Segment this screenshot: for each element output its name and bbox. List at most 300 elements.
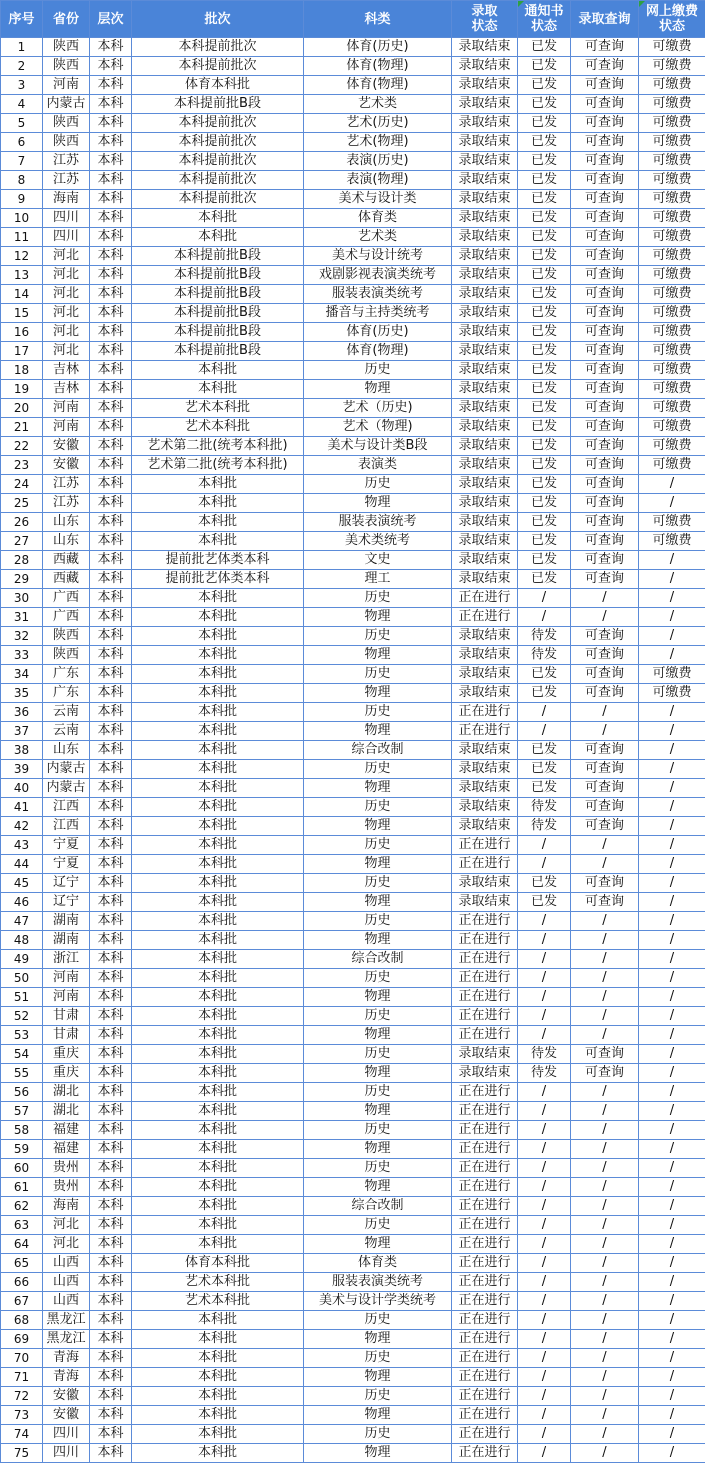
cell-payment-status: / bbox=[639, 1197, 705, 1216]
cell-level: 本科 bbox=[90, 1254, 132, 1273]
cell-no: 18 bbox=[1, 361, 43, 380]
cell-notice-status: 已发 bbox=[518, 266, 571, 285]
cell-query: / bbox=[571, 1083, 639, 1102]
table-row bbox=[1, 551, 705, 570]
cell-batch: 本科批 bbox=[132, 1159, 304, 1178]
cell-no: 55 bbox=[1, 1064, 43, 1083]
cell-payment-status: 可缴费 bbox=[639, 684, 705, 703]
header-batch bbox=[132, 1, 304, 38]
cell-level: 本科 bbox=[90, 608, 132, 627]
cell-level: 本科 bbox=[90, 1102, 132, 1121]
cell-payment-status: / bbox=[639, 1045, 705, 1064]
cell-subject: 物理 bbox=[304, 779, 452, 798]
cell-no: 63 bbox=[1, 1216, 43, 1235]
cell-payment-status: / bbox=[639, 874, 705, 893]
cell-payment-status: / bbox=[639, 608, 705, 627]
cell-admission-status: 录取结束 bbox=[452, 741, 518, 760]
cell-subject: 历史 bbox=[304, 1083, 452, 1102]
cell-query: 可查询 bbox=[571, 171, 639, 190]
table-row bbox=[1, 931, 705, 950]
cell-province: 湖南 bbox=[43, 912, 90, 931]
cell-batch: 本科批 bbox=[132, 893, 304, 912]
cell-no: 32 bbox=[1, 627, 43, 646]
cell-query: / bbox=[571, 1235, 639, 1254]
cell-query: 可查询 bbox=[571, 494, 639, 513]
cell-province: 安徽 bbox=[43, 1406, 90, 1425]
cell-notice-status: / bbox=[518, 703, 571, 722]
cell-notice-status: / bbox=[518, 1368, 571, 1387]
cell-no: 3 bbox=[1, 76, 43, 95]
cell-payment-status: / bbox=[639, 1026, 705, 1045]
cell-province: 河南 bbox=[43, 418, 90, 437]
table-row bbox=[1, 722, 705, 741]
cell-notice-status: 已发 bbox=[518, 665, 571, 684]
cell-admission-status: 正在进行 bbox=[452, 608, 518, 627]
cell-notice-status: / bbox=[518, 1026, 571, 1045]
cell-batch: 本科批 bbox=[132, 1197, 304, 1216]
cell-notice-status: / bbox=[518, 1140, 571, 1159]
cell-level: 本科 bbox=[90, 1273, 132, 1292]
header-label: 录取 状态 bbox=[471, 4, 498, 34]
cell-payment-status: 可缴费 bbox=[639, 399, 705, 418]
cell-province: 陕西 bbox=[43, 57, 90, 76]
cell-level: 本科 bbox=[90, 228, 132, 247]
cell-admission-status: 正在进行 bbox=[452, 969, 518, 988]
header-subject bbox=[304, 1, 452, 38]
cell-query: / bbox=[571, 1121, 639, 1140]
cell-notice-status: 待发 bbox=[518, 798, 571, 817]
cell-no: 19 bbox=[1, 380, 43, 399]
cell-province: 吉林 bbox=[43, 361, 90, 380]
cell-query: 可查询 bbox=[571, 798, 639, 817]
cell-subject: 历史 bbox=[304, 1425, 452, 1444]
cell-subject: 艺术（历史) bbox=[304, 399, 452, 418]
table-row bbox=[1, 741, 705, 760]
cell-query: 可查询 bbox=[571, 266, 639, 285]
table-row bbox=[1, 798, 705, 817]
cell-subject: 体育(历史) bbox=[304, 38, 452, 57]
table-row bbox=[1, 380, 705, 399]
cell-level: 本科 bbox=[90, 874, 132, 893]
cell-notice-status: 已发 bbox=[518, 114, 571, 133]
cell-level: 本科 bbox=[90, 171, 132, 190]
cell-no: 42 bbox=[1, 817, 43, 836]
cell-province: 广东 bbox=[43, 684, 90, 703]
cell-notice-status: 待发 bbox=[518, 817, 571, 836]
cell-batch: 本科提前批B段 bbox=[132, 266, 304, 285]
cell-admission-status: 录取结束 bbox=[452, 646, 518, 665]
cell-admission-status: 录取结束 bbox=[452, 76, 518, 95]
cell-admission-status: 正在进行 bbox=[452, 1235, 518, 1254]
cell-level: 本科 bbox=[90, 1026, 132, 1045]
header-label: 录取查询 bbox=[578, 11, 631, 27]
cell-payment-status: / bbox=[639, 1235, 705, 1254]
cell-notice-status: / bbox=[518, 1159, 571, 1178]
cell-batch: 本科批 bbox=[132, 646, 304, 665]
cell-no: 43 bbox=[1, 836, 43, 855]
cell-admission-status: 录取结束 bbox=[452, 798, 518, 817]
table-body bbox=[1, 38, 705, 1463]
cell-level: 本科 bbox=[90, 1444, 132, 1463]
header-label: 批次 bbox=[204, 11, 231, 27]
cell-subject: 物理 bbox=[304, 931, 452, 950]
cell-notice-status: 已发 bbox=[518, 684, 571, 703]
cell-notice-status: / bbox=[518, 950, 571, 969]
cell-province: 海南 bbox=[43, 190, 90, 209]
cell-notice-status: / bbox=[518, 855, 571, 874]
cell-subject: 物理 bbox=[304, 684, 452, 703]
header-no bbox=[1, 1, 43, 38]
cell-query: 可查询 bbox=[571, 874, 639, 893]
cell-payment-status: 可缴费 bbox=[639, 228, 705, 247]
cell-batch: 本科提前批次 bbox=[132, 190, 304, 209]
cell-batch: 本科批 bbox=[132, 1121, 304, 1140]
cell-query: / bbox=[571, 931, 639, 950]
cell-batch: 本科批 bbox=[132, 627, 304, 646]
cell-admission-status: 录取结束 bbox=[452, 760, 518, 779]
cell-batch: 本科批 bbox=[132, 361, 304, 380]
table-row bbox=[1, 76, 705, 95]
cell-level: 本科 bbox=[90, 950, 132, 969]
cell-level: 本科 bbox=[90, 342, 132, 361]
cell-province: 江苏 bbox=[43, 152, 90, 171]
cell-batch: 本科批 bbox=[132, 475, 304, 494]
cell-batch: 艺术第二批(统考本科批) bbox=[132, 456, 304, 475]
cell-subject: 综合改制 bbox=[304, 1197, 452, 1216]
cell-batch: 本科批 bbox=[132, 855, 304, 874]
cell-province: 宁夏 bbox=[43, 855, 90, 874]
table-row bbox=[1, 1178, 705, 1197]
cell-no: 48 bbox=[1, 931, 43, 950]
cell-payment-status: 可缴费 bbox=[639, 190, 705, 209]
cell-batch: 本科批 bbox=[132, 380, 304, 399]
cell-subject: 物理 bbox=[304, 1026, 452, 1045]
cell-query: 可查询 bbox=[571, 665, 639, 684]
cell-notice-status: 已发 bbox=[518, 380, 571, 399]
cell-batch: 艺术第二批(统考本科批) bbox=[132, 437, 304, 456]
cell-batch: 本科批 bbox=[132, 1330, 304, 1349]
cell-notice-status: / bbox=[518, 931, 571, 950]
cell-batch: 本科批 bbox=[132, 703, 304, 722]
cell-batch: 艺术本科批 bbox=[132, 399, 304, 418]
cell-no: 5 bbox=[1, 114, 43, 133]
cell-batch: 提前批艺体类本科 bbox=[132, 570, 304, 589]
cell-notice-status: 已发 bbox=[518, 133, 571, 152]
cell-province: 四川 bbox=[43, 209, 90, 228]
cell-notice-status: / bbox=[518, 1330, 571, 1349]
cell-province: 四川 bbox=[43, 228, 90, 247]
table-row bbox=[1, 684, 705, 703]
cell-level: 本科 bbox=[90, 247, 132, 266]
table-row bbox=[1, 1026, 705, 1045]
cell-no: 56 bbox=[1, 1083, 43, 1102]
cell-level: 本科 bbox=[90, 285, 132, 304]
cell-admission-status: 正在进行 bbox=[452, 1121, 518, 1140]
cell-level: 本科 bbox=[90, 1178, 132, 1197]
cell-query: 可查询 bbox=[571, 741, 639, 760]
table-row bbox=[1, 190, 705, 209]
table-row bbox=[1, 475, 705, 494]
cell-notice-status: 已发 bbox=[518, 285, 571, 304]
cell-admission-status: 正在进行 bbox=[452, 950, 518, 969]
cell-admission-status: 录取结束 bbox=[452, 57, 518, 76]
cell-batch: 本科批 bbox=[132, 1007, 304, 1026]
table-row bbox=[1, 893, 705, 912]
cell-notice-status: 已发 bbox=[518, 399, 571, 418]
cell-query: 可查询 bbox=[571, 513, 639, 532]
cell-province: 河北 bbox=[43, 1235, 90, 1254]
cell-subject: 艺术(历史) bbox=[304, 114, 452, 133]
cell-batch: 本科批 bbox=[132, 817, 304, 836]
cell-batch: 本科批 bbox=[132, 988, 304, 1007]
cell-batch: 本科批 bbox=[132, 608, 304, 627]
cell-batch: 本科批 bbox=[132, 684, 304, 703]
cell-notice-status: / bbox=[518, 1273, 571, 1292]
cell-admission-status: 录取结束 bbox=[452, 38, 518, 57]
cell-no: 51 bbox=[1, 988, 43, 1007]
cell-subject: 物理 bbox=[304, 893, 452, 912]
cell-notice-status: 已发 bbox=[518, 418, 571, 437]
cell-subject: 历史 bbox=[304, 627, 452, 646]
cell-payment-status: / bbox=[639, 969, 705, 988]
cell-admission-status: 正在进行 bbox=[452, 855, 518, 874]
cell-level: 本科 bbox=[90, 817, 132, 836]
cell-no: 65 bbox=[1, 1254, 43, 1273]
cell-notice-status: 已发 bbox=[518, 323, 571, 342]
cell-query: 可查询 bbox=[571, 342, 639, 361]
table-row bbox=[1, 361, 705, 380]
table-row bbox=[1, 114, 705, 133]
table-row bbox=[1, 1045, 705, 1064]
table-row bbox=[1, 38, 705, 57]
cell-subject: 体育(物理) bbox=[304, 76, 452, 95]
cell-no: 7 bbox=[1, 152, 43, 171]
cell-notice-status: / bbox=[518, 1121, 571, 1140]
cell-province: 湖北 bbox=[43, 1102, 90, 1121]
table-row bbox=[1, 1330, 705, 1349]
cell-subject: 体育(物理) bbox=[304, 57, 452, 76]
cell-payment-status: 可缴费 bbox=[639, 323, 705, 342]
cell-no: 49 bbox=[1, 950, 43, 969]
header-province bbox=[43, 1, 90, 38]
cell-admission-status: 正在进行 bbox=[452, 1026, 518, 1045]
cell-subject: 物理 bbox=[304, 722, 452, 741]
cell-payment-status: / bbox=[639, 855, 705, 874]
cell-subject: 历史 bbox=[304, 836, 452, 855]
table-row bbox=[1, 988, 705, 1007]
cell-subject: 历史 bbox=[304, 1216, 452, 1235]
cell-notice-status: / bbox=[518, 1387, 571, 1406]
cell-subject: 物理 bbox=[304, 380, 452, 399]
cell-batch: 本科批 bbox=[132, 1064, 304, 1083]
cell-no: 75 bbox=[1, 1444, 43, 1463]
cell-batch: 本科批 bbox=[132, 209, 304, 228]
cell-no: 23 bbox=[1, 456, 43, 475]
cell-batch: 本科批 bbox=[132, 1235, 304, 1254]
cell-subject: 历史 bbox=[304, 703, 452, 722]
cell-admission-status: 正在进行 bbox=[452, 1254, 518, 1273]
header-label: 层次 bbox=[97, 11, 124, 27]
cell-notice-status: 已发 bbox=[518, 228, 571, 247]
cell-no: 47 bbox=[1, 912, 43, 931]
cell-level: 本科 bbox=[90, 703, 132, 722]
table-row bbox=[1, 1292, 705, 1311]
table-row bbox=[1, 1349, 705, 1368]
cell-no: 31 bbox=[1, 608, 43, 627]
cell-notice-status: 已发 bbox=[518, 893, 571, 912]
table-row bbox=[1, 437, 705, 456]
header-payment-status bbox=[639, 1, 705, 38]
cell-payment-status: 可缴费 bbox=[639, 95, 705, 114]
cell-admission-status: 录取结束 bbox=[452, 893, 518, 912]
cell-payment-status: 可缴费 bbox=[639, 304, 705, 323]
cell-province: 河北 bbox=[43, 323, 90, 342]
cell-no: 69 bbox=[1, 1330, 43, 1349]
table-row bbox=[1, 418, 705, 437]
cell-province: 山西 bbox=[43, 1254, 90, 1273]
cell-payment-status: / bbox=[639, 1064, 705, 1083]
cell-notice-status: 已发 bbox=[518, 152, 571, 171]
cell-no: 39 bbox=[1, 760, 43, 779]
cell-no: 68 bbox=[1, 1311, 43, 1330]
cell-notice-status: 待发 bbox=[518, 646, 571, 665]
cell-subject: 历史 bbox=[304, 589, 452, 608]
cell-query: / bbox=[571, 608, 639, 627]
cell-level: 本科 bbox=[90, 570, 132, 589]
cell-payment-status: / bbox=[639, 988, 705, 1007]
cell-admission-status: 正在进行 bbox=[452, 1216, 518, 1235]
cell-province: 江西 bbox=[43, 798, 90, 817]
cell-level: 本科 bbox=[90, 475, 132, 494]
cell-query: 可查询 bbox=[571, 418, 639, 437]
cell-notice-status: 已发 bbox=[518, 76, 571, 95]
cell-subject: 物理 bbox=[304, 1140, 452, 1159]
cell-subject: 历史 bbox=[304, 798, 452, 817]
cell-no: 36 bbox=[1, 703, 43, 722]
cell-payment-status: / bbox=[639, 1254, 705, 1273]
table-row bbox=[1, 779, 705, 798]
table-row bbox=[1, 1064, 705, 1083]
cell-batch: 本科批 bbox=[132, 1102, 304, 1121]
cell-batch: 本科提前批次 bbox=[132, 38, 304, 57]
cell-notice-status: / bbox=[518, 1178, 571, 1197]
cell-no: 10 bbox=[1, 209, 43, 228]
cell-payment-status: / bbox=[639, 836, 705, 855]
table-row bbox=[1, 171, 705, 190]
cell-subject: 艺术类 bbox=[304, 95, 452, 114]
cell-level: 本科 bbox=[90, 494, 132, 513]
cell-level: 本科 bbox=[90, 114, 132, 133]
table-row bbox=[1, 323, 705, 342]
cell-notice-status: 已发 bbox=[518, 513, 571, 532]
cell-query: 可查询 bbox=[571, 1064, 639, 1083]
table-row bbox=[1, 266, 705, 285]
cell-query: / bbox=[571, 1444, 639, 1463]
cell-no: 52 bbox=[1, 1007, 43, 1026]
cell-province: 贵州 bbox=[43, 1159, 90, 1178]
cell-level: 本科 bbox=[90, 456, 132, 475]
cell-admission-status: 正在进行 bbox=[452, 1292, 518, 1311]
cell-payment-status: / bbox=[639, 1121, 705, 1140]
cell-payment-status: 可缴费 bbox=[639, 380, 705, 399]
cell-query: 可查询 bbox=[571, 684, 639, 703]
cell-level: 本科 bbox=[90, 380, 132, 399]
cell-subject: 戏剧影视表演类统考 bbox=[304, 266, 452, 285]
cell-query: / bbox=[571, 1007, 639, 1026]
cell-province: 福建 bbox=[43, 1121, 90, 1140]
header-query bbox=[571, 1, 639, 38]
cell-no: 44 bbox=[1, 855, 43, 874]
cell-admission-status: 正在进行 bbox=[452, 1406, 518, 1425]
cell-province: 河北 bbox=[43, 247, 90, 266]
cell-province: 广东 bbox=[43, 665, 90, 684]
cell-notice-status: / bbox=[518, 1007, 571, 1026]
cell-admission-status: 正在进行 bbox=[452, 703, 518, 722]
cell-payment-status: / bbox=[639, 589, 705, 608]
cell-subject: 物理 bbox=[304, 608, 452, 627]
cell-no: 37 bbox=[1, 722, 43, 741]
cell-payment-status: / bbox=[639, 1292, 705, 1311]
cell-notice-status: / bbox=[518, 1102, 571, 1121]
cell-batch: 本科批 bbox=[132, 874, 304, 893]
cell-notice-status: 已发 bbox=[518, 190, 571, 209]
cell-batch: 本科提前批B段 bbox=[132, 342, 304, 361]
cell-no: 73 bbox=[1, 1406, 43, 1425]
cell-admission-status: 正在进行 bbox=[452, 988, 518, 1007]
cell-no: 2 bbox=[1, 57, 43, 76]
cell-no: 58 bbox=[1, 1121, 43, 1140]
cell-payment-status: / bbox=[639, 1425, 705, 1444]
cell-payment-status: 可缴费 bbox=[639, 57, 705, 76]
cell-admission-status: 录取结束 bbox=[452, 817, 518, 836]
cell-level: 本科 bbox=[90, 855, 132, 874]
cell-query: 可查询 bbox=[571, 646, 639, 665]
cell-subject: 历史 bbox=[304, 1121, 452, 1140]
table-row bbox=[1, 342, 705, 361]
cell-query: 可查询 bbox=[571, 323, 639, 342]
header-label: 序号 bbox=[8, 11, 35, 27]
cell-level: 本科 bbox=[90, 1197, 132, 1216]
table-row bbox=[1, 513, 705, 532]
cell-admission-status: 录取结束 bbox=[452, 361, 518, 380]
cell-payment-status: / bbox=[639, 912, 705, 931]
cell-province: 河南 bbox=[43, 399, 90, 418]
table-row bbox=[1, 1273, 705, 1292]
cell-payment-status: / bbox=[639, 1140, 705, 1159]
cell-subject: 历史 bbox=[304, 361, 452, 380]
cell-no: 67 bbox=[1, 1292, 43, 1311]
cell-notice-status: 待发 bbox=[518, 1064, 571, 1083]
cell-subject: 体育(物理) bbox=[304, 342, 452, 361]
cell-query: 可查询 bbox=[571, 57, 639, 76]
cell-notice-status: 已发 bbox=[518, 304, 571, 323]
cell-level: 本科 bbox=[90, 532, 132, 551]
header-label: 科类 bbox=[364, 11, 391, 27]
cell-no: 54 bbox=[1, 1045, 43, 1064]
cell-no: 33 bbox=[1, 646, 43, 665]
cell-payment-status: / bbox=[639, 741, 705, 760]
cell-no: 53 bbox=[1, 1026, 43, 1045]
cell-payment-status: 可缴费 bbox=[639, 418, 705, 437]
cell-notice-status: / bbox=[518, 988, 571, 1007]
cell-no: 1 bbox=[1, 38, 43, 57]
cell-no: 17 bbox=[1, 342, 43, 361]
cell-notice-status: 已发 bbox=[518, 456, 571, 475]
cell-query: / bbox=[571, 1197, 639, 1216]
cell-query: 可查询 bbox=[571, 228, 639, 247]
cell-notice-status: 待发 bbox=[518, 627, 571, 646]
cell-level: 本科 bbox=[90, 361, 132, 380]
